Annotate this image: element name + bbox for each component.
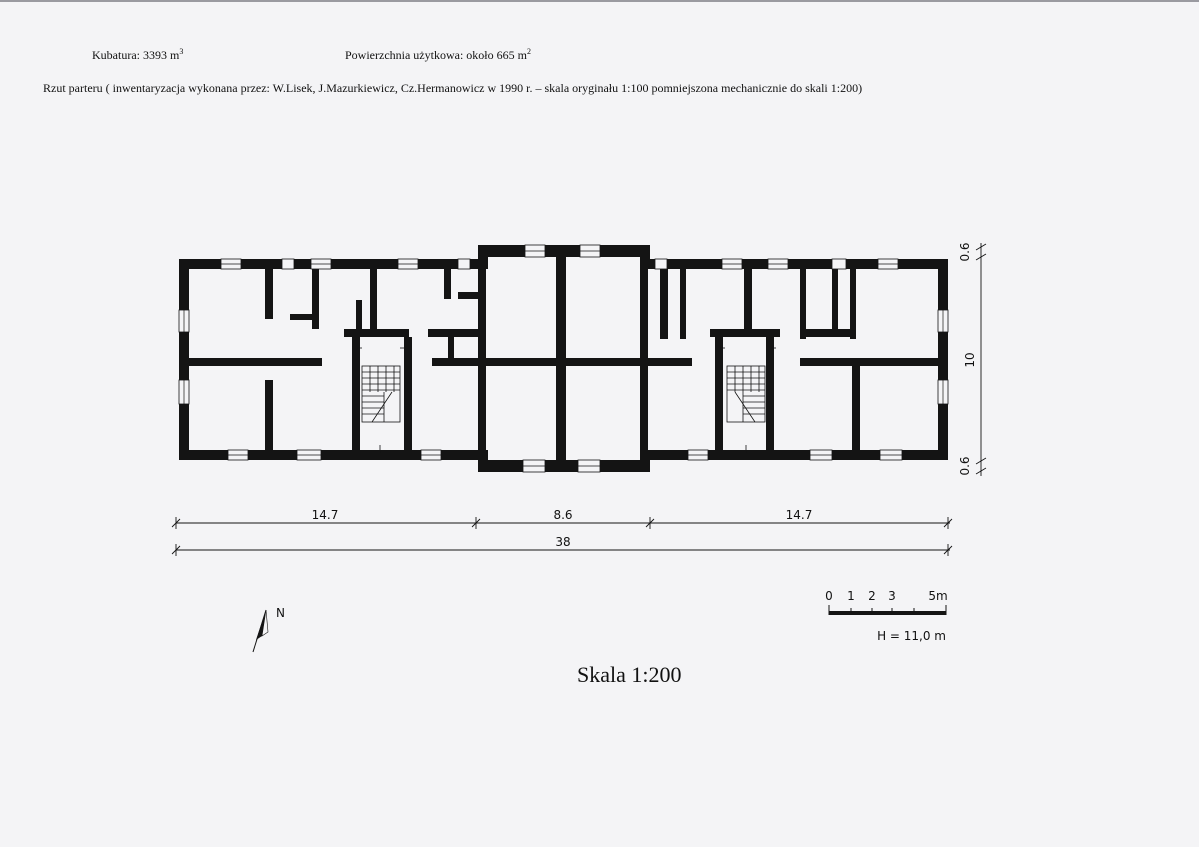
dim-right-wing: 14.7 bbox=[785, 508, 813, 522]
plan-description: Rzut parteru ( inwentaryzacja wykonana przez: W.Lisek, J.Mazurkiewicz, Cz.Hermanowicz w 1990 r. – skala oryginału 1:100 pomniejszona mechanicznie do skali 1:200) bbox=[43, 81, 863, 95]
dim-depth: 10 bbox=[963, 352, 977, 368]
scale-tick-1: 1 bbox=[847, 589, 855, 603]
building-walls bbox=[179, 245, 948, 472]
scale-tick-3: 3 bbox=[888, 589, 896, 603]
scale-tick-0: 0 bbox=[825, 589, 833, 603]
vertical-dimensions bbox=[976, 243, 986, 476]
staircase-left bbox=[352, 343, 410, 460]
scale-tick-2: 2 bbox=[868, 589, 876, 603]
dim-left-wing: 14.7 bbox=[311, 508, 339, 522]
dim-total: 38 bbox=[555, 535, 571, 549]
dim-top-offset: 0.6 bbox=[958, 242, 972, 262]
scale-tick-5m: 5m bbox=[928, 589, 948, 603]
dim-bottom-offset: 0.6 bbox=[958, 456, 972, 476]
building-height-note: H = 11,0 m bbox=[877, 629, 946, 643]
north-arrow-icon bbox=[253, 610, 268, 652]
graphic-scale-bar bbox=[825, 589, 947, 643]
dim-center: 8.6 bbox=[553, 508, 573, 522]
scale-title: Skala 1:200 bbox=[577, 662, 682, 687]
north-label: N bbox=[276, 606, 285, 620]
usable-area-text: Powierzchnia użytkowa: około 665 $m^2$ bbox=[345, 47, 531, 62]
cubature-text: Kubatura: 3393 $m^3$ bbox=[92, 47, 184, 62]
